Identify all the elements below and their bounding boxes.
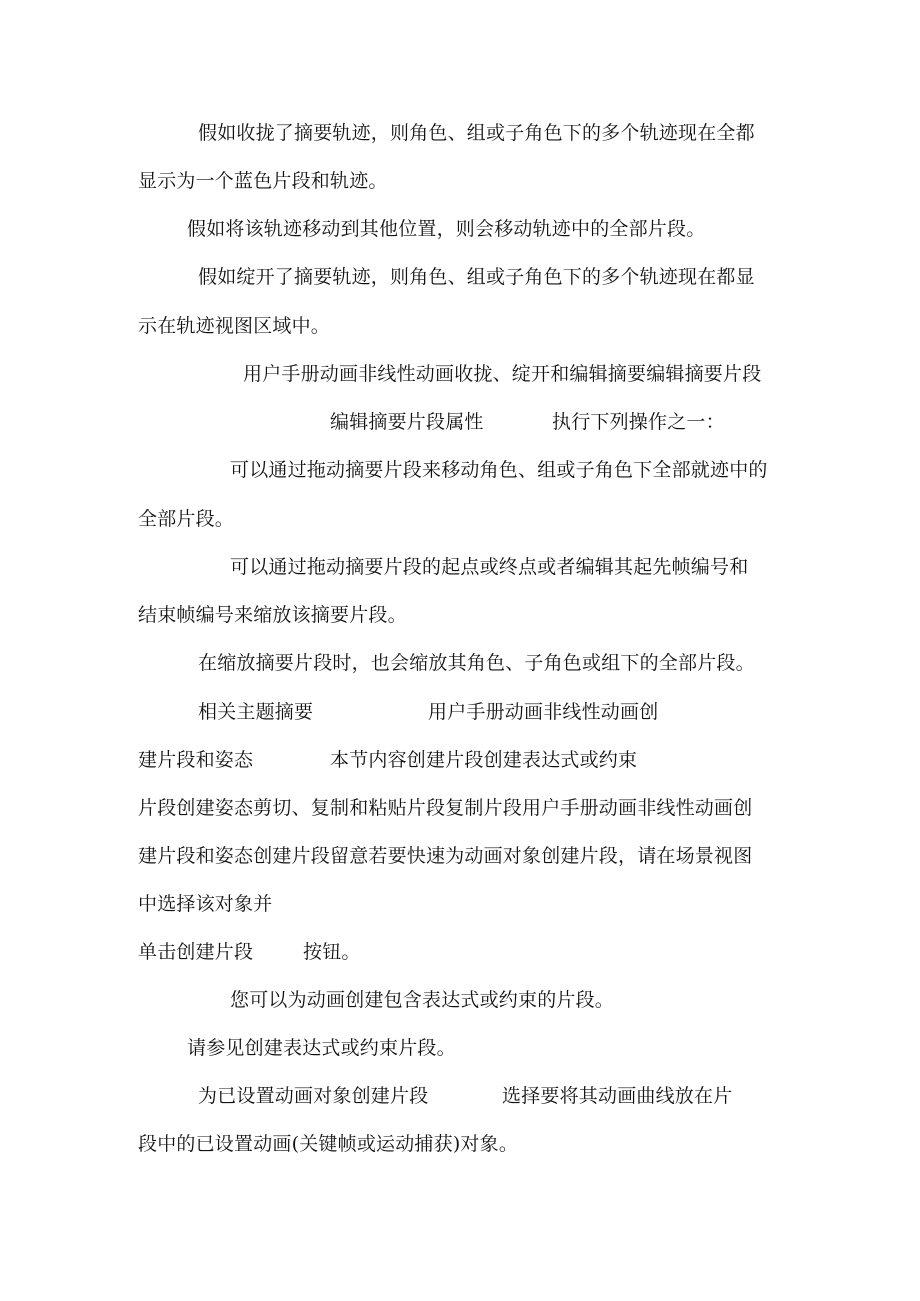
text-line: 中选择该对象并 [138, 893, 273, 915]
text-segment: 为已设置动画对象创建片段 [198, 1085, 429, 1107]
text-segment: 单击创建片段 [138, 941, 254, 963]
text-line: 示在轨迹视图区域中。 [138, 315, 331, 337]
text-segment: 相关主题摘要 [198, 701, 314, 723]
text-segment: 执行下列操作之一： [552, 411, 725, 433]
text-line: 假如收拢了摘要轨迹，则角色、组或子角色下的多个轨迹现在全都 [198, 122, 755, 144]
text-line: 假如将该轨迹移动到其他位置，则会移动轨迹中的全部片段。 [187, 218, 706, 240]
text-line: 段中的已设置动画(关键帧或运动捕获)对象。 [138, 1133, 519, 1155]
text-line: 您可以为动画创建包含表达式或约束的片段。 [230, 989, 615, 1011]
text-segment: 编辑摘要片段属性 [330, 411, 484, 433]
text-line: 用户手册动画非线性动画收拢、绽开和编辑摘要编辑摘要片段 [243, 363, 762, 385]
text-line: 建片段和姿态创建片段留意若要快速为动画对象创建片段，请在场景视图 [138, 845, 753, 867]
text-line: 结束帧编号来缩放该摘要片段。 [138, 604, 407, 626]
text-segment: 建片段和姿态 [138, 749, 254, 771]
text-segment: 本节内容创建片段创建表达式或约束 [330, 749, 638, 771]
text-segment: 选择要将其动画曲线放在片 [502, 1085, 733, 1107]
text-segment: 用户手册动画非线性动画创 [428, 701, 659, 723]
text-line: 可以通过拖动摘要片段来移动角色、组或子角色下全部就迹中的 [230, 459, 768, 481]
text-line: 在缩放摘要片段时，也会缩放其角色、子角色或组下的全部片段。 [198, 652, 755, 674]
text-line: 显示为一个蓝色片段和轨迹。 [138, 170, 388, 192]
text-line: 全部片段。 [138, 508, 235, 530]
text-line: 可以通过拖动摘要片段的起点或终点或者编辑其起先帧编号和 [230, 556, 749, 578]
text-line: 片段创建姿态剪切、复制和粘贴片段复制片段用户手册动画非线性动画创 [138, 797, 753, 819]
text-line: 请参见创建表达式或约束片段。 [187, 1037, 456, 1059]
text-segment: 按钮。 [303, 941, 361, 963]
text-line: 假如绽开了摘要轨迹，则角色、组或子角色下的多个轨迹现在都显 [198, 266, 755, 288]
